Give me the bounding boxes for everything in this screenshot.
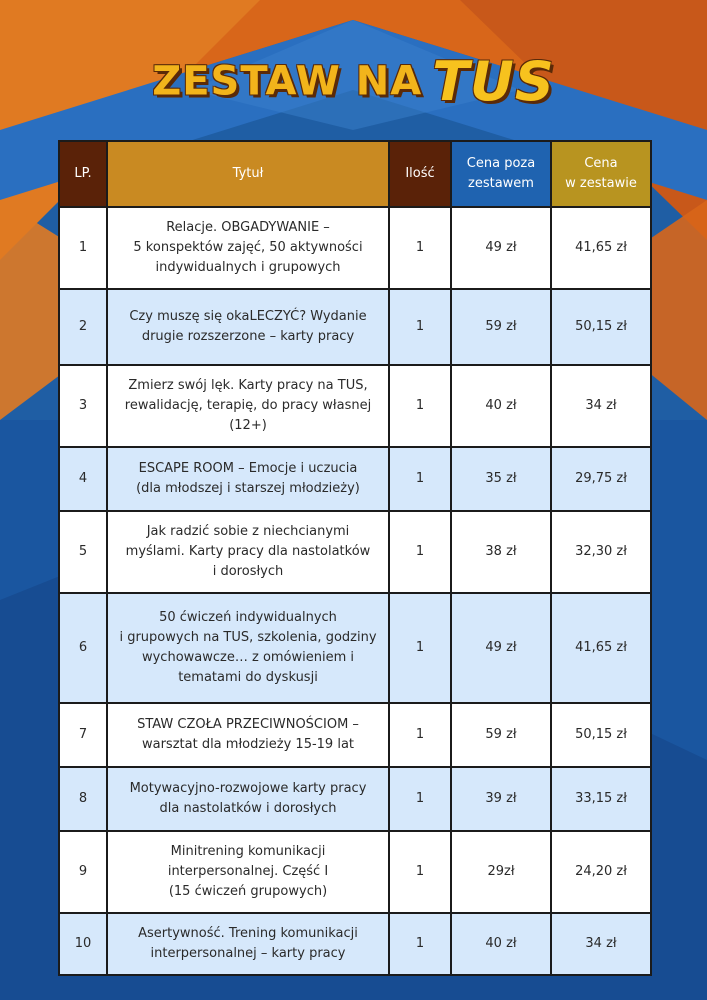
cell-set-price: 29,75 zł xyxy=(551,447,651,511)
cell-lp: 4 xyxy=(59,447,107,511)
cell-lp: 5 xyxy=(59,511,107,593)
table-row xyxy=(59,207,651,289)
table-row xyxy=(59,913,651,975)
header-price: Cena poza zestawem xyxy=(451,141,551,207)
cell-price: 40 zł xyxy=(451,365,551,447)
cell-lp: 8 xyxy=(59,767,107,831)
cell-qty: 1 xyxy=(389,447,451,511)
page-title xyxy=(0,50,707,113)
table-row xyxy=(59,703,651,767)
cell-price: 38 zł xyxy=(451,511,551,593)
header-qty: Ilość xyxy=(389,141,451,207)
header-set-price: Cena w zestawie xyxy=(551,141,651,207)
cell-title: Zmierz swój lęk. Karty pracy na TUS, rewalidację, terapię, do pracy własnej (12+) xyxy=(107,365,389,447)
cell-lp: 3 xyxy=(59,365,107,447)
table-row xyxy=(59,511,651,593)
cell-title: Czy muszę się okaLECZYĆ? Wydanie drugie rozszerzone – karty pracy xyxy=(107,289,389,365)
header-lp: LP. xyxy=(59,141,107,207)
cell-lp: 1 xyxy=(59,207,107,289)
cell-qty: 1 xyxy=(389,913,451,975)
cell-set-price: 41,65 zł xyxy=(551,207,651,289)
cell-lp: 2 xyxy=(59,289,107,365)
cell-price: 40 zł xyxy=(451,913,551,975)
cell-title: 50 ćwiczeń indywidualnych i grupowych na TUS, szkolenia, godziny wychowawcze… z omówieniem i tematami do dyskusji xyxy=(107,593,389,703)
cell-qty: 1 xyxy=(389,289,451,365)
cell-title: Relacje. OBGADYWANIE – 5 konspektów zajęć, 50 aktywności indywidualnych i grupowych xyxy=(107,207,389,289)
table-row xyxy=(59,365,651,447)
cell-qty: 1 xyxy=(389,365,451,447)
cell-title: Asertywność. Trening komunikacji interpersonalnej – karty pracy xyxy=(107,913,389,975)
cell-set-price: 34 zł xyxy=(551,365,651,447)
cell-price: 35 zł xyxy=(451,447,551,511)
cell-title: Minitrening komunikacji interpersonalnej. Część I (15 ćwiczeń grupowych) xyxy=(107,831,389,913)
cell-set-price: 32,30 zł xyxy=(551,511,651,593)
table-header-row xyxy=(59,141,651,207)
cell-set-price: 41,65 zł xyxy=(551,593,651,703)
cell-price: 59 zł xyxy=(451,703,551,767)
cell-title: Jak radzić sobie z niechcianymi myślami. Karty pracy dla nastolatków i dorosłych xyxy=(107,511,389,593)
cell-qty: 1 xyxy=(389,767,451,831)
cell-set-price: 50,15 zł xyxy=(551,289,651,365)
cell-set-price: 24,20 zł xyxy=(551,831,651,913)
cell-price: 59 zł xyxy=(451,289,551,365)
cell-lp: 10 xyxy=(59,913,107,975)
product-table xyxy=(58,140,652,976)
cell-price: 39 zł xyxy=(451,767,551,831)
cell-lp: 6 xyxy=(59,593,107,703)
cell-price: 49 zł xyxy=(451,207,551,289)
cell-title: Motywacyjno-rozwojowe karty pracy dla nastolatków i dorosłych xyxy=(107,767,389,831)
header-title: Tytuł xyxy=(107,141,389,207)
cell-price: 49 zł xyxy=(451,593,551,703)
table-row xyxy=(59,447,651,511)
cell-set-price: 34 zł xyxy=(551,913,651,975)
cell-qty: 1 xyxy=(389,831,451,913)
cell-qty: 1 xyxy=(389,593,451,703)
cell-lp: 7 xyxy=(59,703,107,767)
cell-set-price: 50,15 zł xyxy=(551,703,651,767)
cell-qty: 1 xyxy=(389,511,451,593)
table-row xyxy=(59,289,651,365)
cell-price: 29zł xyxy=(451,831,551,913)
cell-qty: 1 xyxy=(389,703,451,767)
title-part2: TUS xyxy=(432,50,555,113)
table-row xyxy=(59,831,651,913)
cell-title: ESCAPE ROOM – Emocje i uczucia (dla młodszej i starszej młodzieży) xyxy=(107,447,389,511)
table-row xyxy=(59,767,651,831)
title-part1: ZESTAW NA xyxy=(152,58,423,105)
cell-set-price: 33,15 zł xyxy=(551,767,651,831)
cell-lp: 9 xyxy=(59,831,107,913)
table-row xyxy=(59,593,651,703)
cell-qty: 1 xyxy=(389,207,451,289)
cell-title: STAW CZOŁA PRZECIWNOŚCIOM – warsztat dla młodzieży 15-19 lat xyxy=(107,703,389,767)
